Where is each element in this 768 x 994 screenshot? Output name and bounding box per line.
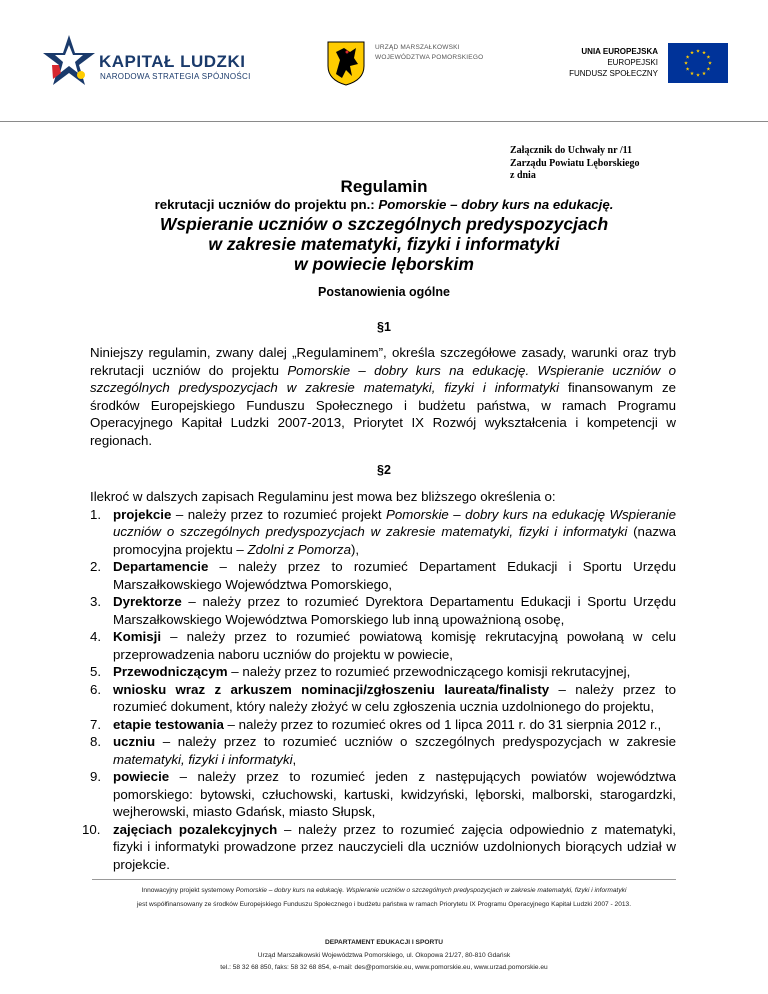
definition-item <box>90 593 676 628</box>
item-term: wniosku wraz z arkuszem nominacji/zgłoszeniu laureata/finalisty <box>113 681 550 697</box>
definition-item <box>90 506 676 559</box>
footer-line1 <box>60 887 708 894</box>
item-text: – należy przez to rozumieć okres od 1 lipca 2011 r. do 31 sierpnia 2012 r., <box>223 716 662 732</box>
footer-address: Urząd Marszałkowski Województwa Pomorskiego, ul. Okopowa 21/27, 80-810 Gdańsk <box>257 952 511 959</box>
section-heading: Postanowienia ogólne <box>318 285 450 299</box>
item-term: Przewodniczącym <box>113 664 228 679</box>
kapital-ludzki-subtitle: NARODOWA STRATEGIA SPÓJNOŚCI <box>100 72 251 81</box>
paragraph-1-text <box>90 344 676 449</box>
item-text: – należy przez to rozumieć dokument, który należy złożyć w celu zgłoszenia ucznia uzdolnionego do projektu, <box>113 681 677 714</box>
p1-text-project: Pomorskie – dobry kurs na edukację. Wspieranie uczniów o szczególnych predyspozycjach w zakresie matematyki, fizyki i informatyki <box>90 362 677 395</box>
item-text: – należy przez to rozumieć Departament Edukacji i Sportu Urzędu Marszałkowskiego Województwa Pomorskiego, <box>113 559 676 592</box>
item-number: 6. <box>90 681 102 697</box>
pomorskie-griffin-crest-icon <box>326 40 366 86</box>
subtitle-prefix: rekrutacji uczniów do projektu pn.: <box>154 197 379 212</box>
item-text: – należy przez to rozumieć uczniów o szczególnych predyspozycjach w zakresie <box>155 734 676 749</box>
item-term: etapie testowania <box>113 716 224 732</box>
kapital-ludzki-star-logo <box>43 35 95 87</box>
item-text-italic: Pomorskie – dobry kurs na edukację Wspieranie uczniów o szczególnych predyspozycjach w zakresie matematyki, fizyki i informatyki <box>113 506 676 539</box>
item-text-italic: Zdolni z Pomorza <box>247 541 351 557</box>
footer-department: DEPARTAMENT EDUKACJI I SPORTU <box>324 939 444 946</box>
item-text: ), <box>350 541 360 557</box>
item-number: 3. <box>90 594 102 609</box>
item-number: 4. <box>90 629 102 644</box>
item-text: – należy przez to rozumieć zajęcia odpowiednio z matematyki, fizyki i informatyki prowadzone przez nauczycieli dla uczniów uzdolnionych biorących udział w projekcie. <box>113 821 676 872</box>
definition-item <box>90 681 676 716</box>
ue-line3: FUNDUSZ SPOŁECZNY <box>569 69 658 78</box>
annex-line1: Załącznik do Uchwały nr /11 <box>510 145 633 156</box>
item-text: – należy przez to rozumieć powiatową komisję rekrutacyjną powołaną w celu przeprowadzenia naboru uczniów do projektu w powiecie, <box>113 629 676 662</box>
ue-line1: UNIA EUROPEJSKA <box>581 47 658 56</box>
project-title-line2: w zakresie matematyki, fizyki i informatyki <box>208 234 560 254</box>
item-text: , <box>292 751 297 767</box>
item-number: 8. <box>90 734 102 749</box>
annex-line3: z dnia <box>510 170 536 181</box>
header-divider <box>0 121 768 122</box>
subtitle-project-name: Pomorskie – dobry kurs na edukację. <box>378 197 614 212</box>
definition-item <box>90 716 676 734</box>
paragraph-2-heading: §2 <box>377 463 391 477</box>
definition-item <box>90 733 676 768</box>
footer-line1-prefix: Innowacyjny projekt systemowy <box>141 887 236 894</box>
definition-item <box>90 558 676 593</box>
item-text: – należy przez to rozumieć Dyrektora Departamentu Edukacji i Sportu Urzędu Marszałkowskiego Województwa Pomorskiego lub inną upoważnioną osobę, <box>113 594 676 627</box>
definition-item <box>82 821 676 874</box>
definition-item <box>90 768 676 821</box>
item-text: (nazwa promocyjna projektu – <box>113 524 676 557</box>
item-text: – należy przez to rozumieć jeden z następujących powiatów województwa pomorskiego: bytowski, człuchowski, kartuski, kwidzyński, lęborski, malborski, starogardzki, wejherowski, miasto Gdańsk, miasto Słupsk, <box>113 769 676 819</box>
item-number: 5. <box>90 664 102 679</box>
item-number: 1. <box>90 506 102 522</box>
footer-contact: tel.: 58 32 68 850, faks: 58 32 68 854, e-mail: des@pomorskie.eu, www.pomorskie.eu, www.urzad.pomorskie.eu <box>220 964 548 971</box>
ue-line2: EUROPEJSKI <box>607 58 658 67</box>
paragraph-2-intro: Ilekroć w dalszych zapisach Regulaminu jest mowa bez bliższego określenia o: <box>90 489 556 504</box>
item-term: Komisji <box>113 629 162 644</box>
urzad-marszalkowski-line1: URZĄD MARSZAŁKOWSKI <box>375 44 460 51</box>
item-term: zajęciach pozalekcyjnych <box>113 821 278 837</box>
paragraph-2-list <box>82 488 677 873</box>
item-term: Departamencie <box>113 559 209 574</box>
item-term: powiecie <box>113 769 170 784</box>
item-number: 10. <box>82 821 101 837</box>
item-number: 9. <box>90 769 102 784</box>
definition-item <box>90 628 676 663</box>
p1-text-a: Niniejszy regulamin, zwany dalej „Regulaminem”, określa szczegółowe zasady, warunki oraz tryb rekrutacji uczniów do projektu <box>90 345 676 378</box>
item-text-italic: matematyki, fizyki i informatyki <box>113 751 293 767</box>
footer-line1-project: Pomorskie – dobry kurs na edukację. Wspieranie uczniów o szczególnych predyspozycjach w zakresie matematyki, fizyki i informatyki <box>235 887 627 894</box>
item-number: 7. <box>90 716 102 732</box>
item-number: 2. <box>90 559 102 574</box>
item-term: Dyrektorze <box>113 594 182 609</box>
footer-divider <box>92 879 676 880</box>
urzad-marszalkowski-line2: WOJEWÓDZTWA POMORSKIEGO <box>375 54 484 61</box>
annex-line2: Zarządu Powiatu Lęborskiego <box>510 158 640 169</box>
kapital-ludzki-title: KAPITAŁ LUDZKI <box>99 52 246 71</box>
item-text: – należy przez to rozumieć projekt <box>171 506 387 522</box>
p1-text-c: finansowanym ze środków Europejskiego Funduszu Społecznego i budżetu państwa, w ramach Programu Operacyjnego Kapitał Ludzki 2007-2013, Priorytet IX Rozwój wykształcenia i kompetencji w regionach. <box>90 380 676 448</box>
document-title: Regulamin <box>340 177 428 196</box>
project-title-line1: Wspieranie uczniów o szczególnych predyspozycjach <box>159 214 609 234</box>
eu-flag-icon <box>668 43 728 83</box>
document-subtitle <box>60 197 708 212</box>
item-text: – należy przez to rozumieć przewodniczącego komisji rekrutacyjnej, <box>227 664 631 679</box>
paragraph-1-heading: §1 <box>377 320 391 334</box>
footer-line2: jest współfinansowany ze środków Europejskiego Funduszu Społecznego i budżetu państwa w ramach Priorytetu IX Programu Operacyjnego Kapitał Ludzki 2007 - 2013. <box>136 901 632 908</box>
project-title-line3: w powiecie lęborskim <box>294 254 474 274</box>
item-term: projekcie <box>113 506 172 522</box>
definition-item <box>90 663 676 681</box>
item-term: uczniu <box>113 734 156 749</box>
